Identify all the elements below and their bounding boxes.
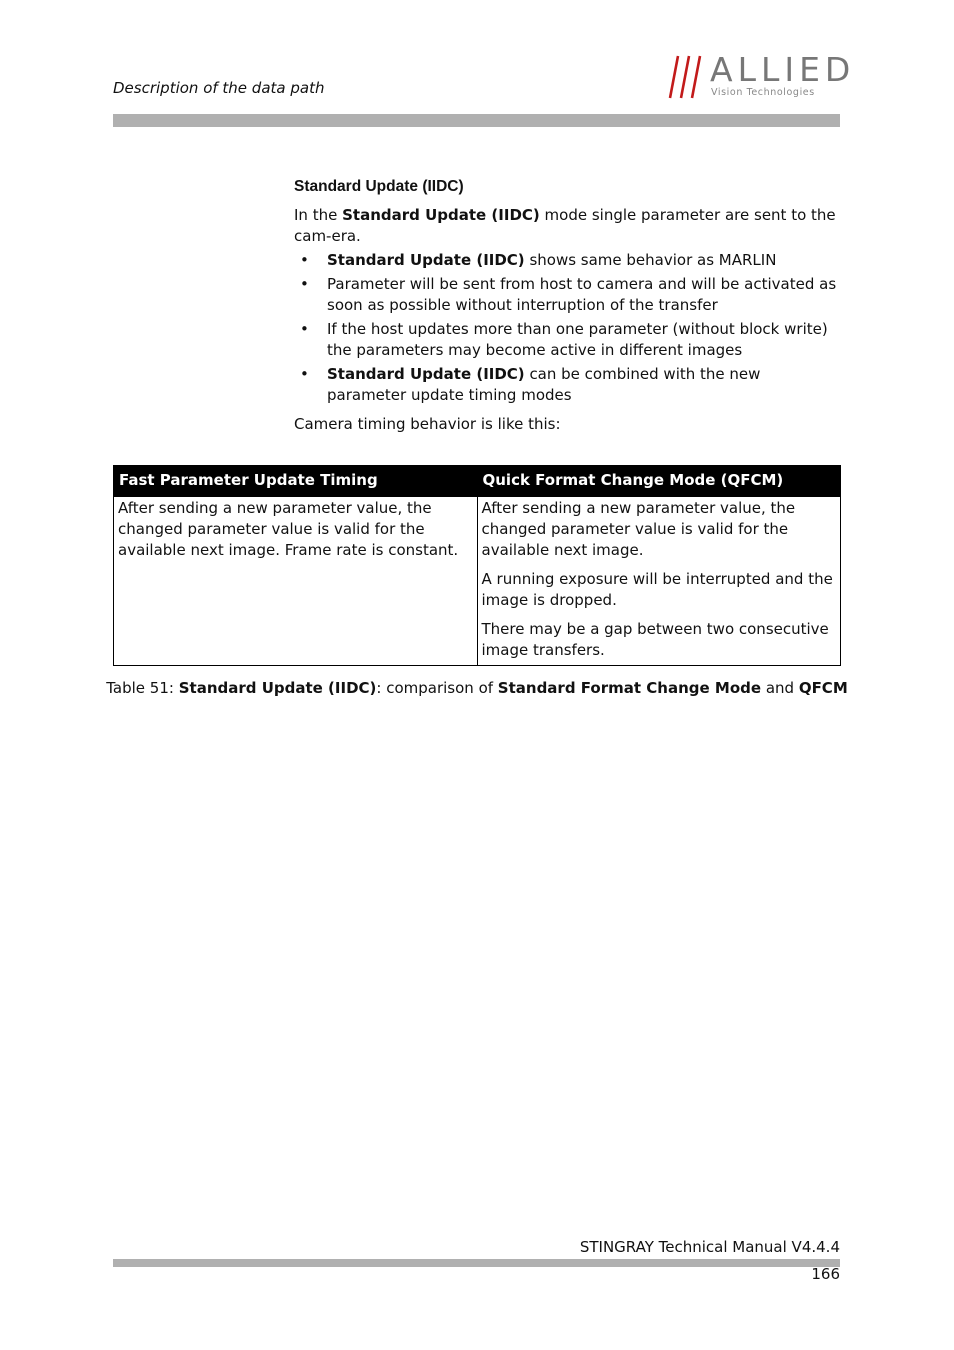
caption-prefix: Table 51: xyxy=(106,679,179,697)
column-header: Fast Parameter Update Timing xyxy=(114,466,478,497)
bullet-text: If the host updates more than one parameter (without block write) the parameters may become active in different images xyxy=(327,320,828,359)
bullet-text: Parameter will be sent from host to camera and will be activated as soon as possible without interruption of the transfer xyxy=(327,275,837,314)
header-rule xyxy=(113,114,840,127)
cell-paragraph: A running exposure will be interrupted and the image is dropped. xyxy=(481,570,833,609)
bullet-text: shows same behavior as MARLIN xyxy=(524,251,777,269)
bullet-text: can be combined with the new parameter update timing modes xyxy=(327,365,761,404)
page-number: 166 xyxy=(811,1265,840,1283)
intro-paragraph xyxy=(294,205,842,247)
list-item xyxy=(294,250,842,271)
bullet-bold: Standard Update (IIDC) xyxy=(327,365,525,383)
column-header: Quick Format Change Mode (QFCM) xyxy=(477,466,841,497)
closing-paragraph: Camera timing behavior is like this: xyxy=(294,415,561,433)
comparison-table xyxy=(113,465,841,666)
caption-bold: Standard Update (IIDC) xyxy=(178,679,377,697)
bullet-list xyxy=(294,250,842,406)
list-item xyxy=(294,274,842,316)
bullet-bold: Standard Update (IIDC) xyxy=(327,251,525,269)
table-header-row xyxy=(114,466,841,497)
running-header: Description of the data path xyxy=(113,79,325,97)
table-cell-qfcm xyxy=(477,497,841,666)
caption-text: and xyxy=(761,679,799,697)
footer-rule xyxy=(113,1259,840,1267)
intro-bold: Standard Update (IIDC) xyxy=(342,206,540,224)
cell-paragraph: After sending a new parameter value, the changed parameter value is valid for the available next image. xyxy=(481,499,796,559)
allied-logo xyxy=(668,50,856,102)
table-cell-fast-parameter xyxy=(114,497,478,666)
caption-bold: QFCM xyxy=(798,679,848,697)
cell-paragraph: After sending a new parameter value, the changed parameter value is valid for the available next image. Frame rate is constant. xyxy=(118,499,459,559)
section-content xyxy=(294,176,842,437)
table-row xyxy=(114,497,841,666)
list-item xyxy=(294,319,842,361)
caption-bold: Standard Format Change Mode xyxy=(497,679,762,697)
bullet-icon: • xyxy=(300,365,309,383)
bullet-icon: • xyxy=(300,251,309,269)
cell-paragraph: There may be a gap between two consecutive image transfers. xyxy=(481,620,829,659)
intro-text-end: mode single parameter are sent to the cam-era. xyxy=(294,206,836,245)
table-caption xyxy=(0,679,954,697)
footer-manual-title: STINGRAY Technical Manual V4.4.4 xyxy=(579,1238,840,1256)
bullet-icon: • xyxy=(300,320,309,338)
triple-slash-logo-mark xyxy=(668,54,710,100)
section-title: Standard Update (IIDC) xyxy=(294,178,464,195)
caption-text: : comparison of xyxy=(376,679,498,697)
intro-text: In the xyxy=(294,206,343,224)
list-item xyxy=(294,364,842,406)
bullet-icon: • xyxy=(300,275,309,293)
logo-wordmark: ALLIED xyxy=(710,50,856,89)
logo-tagline: Vision Technologies xyxy=(711,87,815,98)
